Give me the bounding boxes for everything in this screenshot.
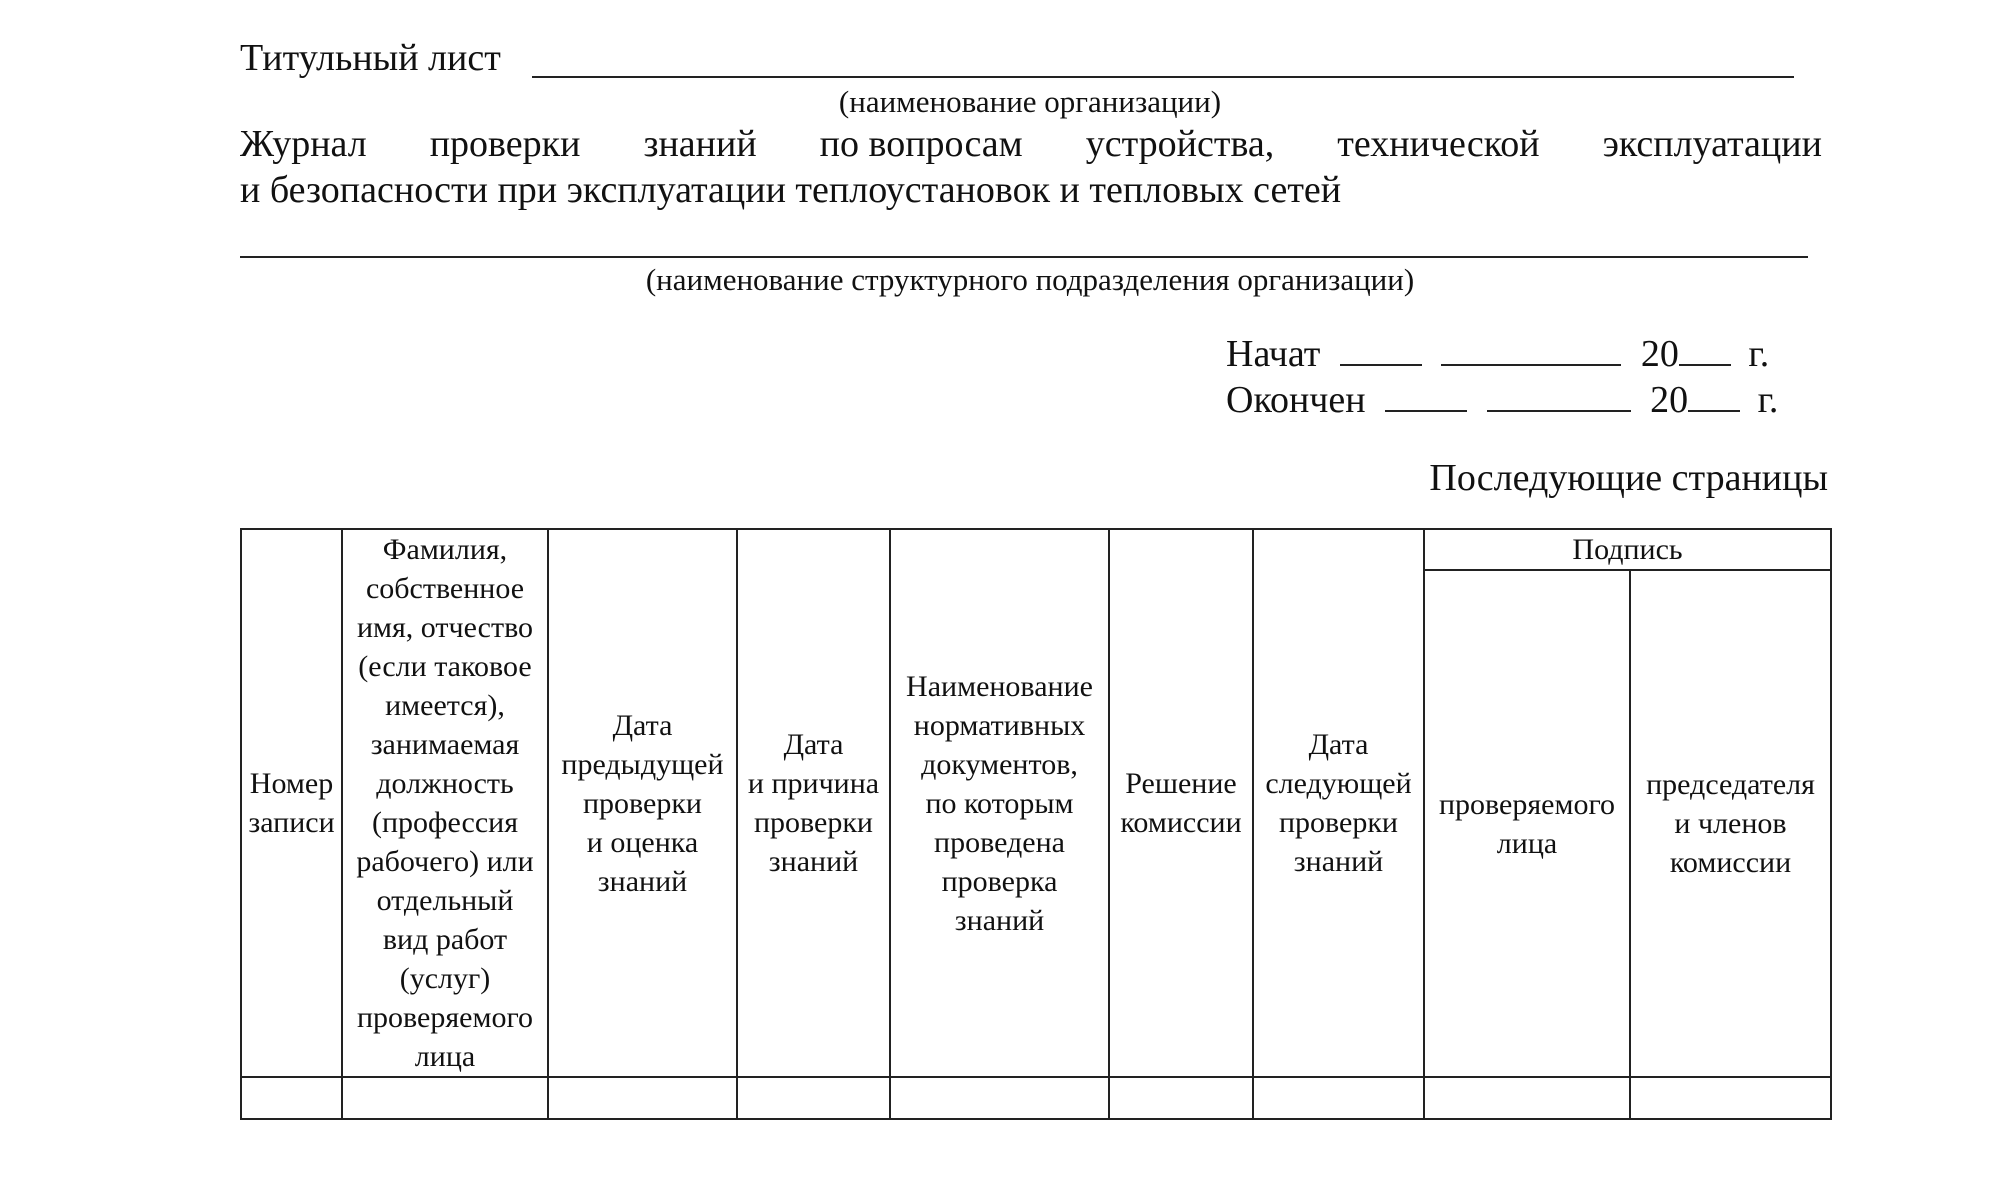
table-cell[interactable]	[737, 1077, 890, 1119]
column-header-next-check: Дата следующей проверки знаний	[1253, 529, 1424, 1077]
ended-label: Окончен	[1226, 379, 1366, 421]
journal-word: Журнал	[240, 123, 367, 165]
division-caption: (наименование структурного подразделения организации)	[645, 262, 1415, 297]
column-header-signature-commission: председателя и членов комиссии	[1630, 570, 1831, 1077]
table-cell[interactable]	[1424, 1077, 1630, 1119]
column-header-signature-checked-person: проверяемого лица	[1424, 570, 1630, 1077]
journal-word: технической	[1337, 123, 1540, 165]
knowledge-check-journal-table	[240, 528, 1832, 1120]
ended-month-blank[interactable]	[1487, 380, 1631, 412]
started-year-suffix: г.	[1748, 333, 1770, 375]
ended-day-blank[interactable]	[1385, 380, 1467, 412]
journal-word: устройства,	[1085, 123, 1275, 165]
table-row	[241, 1077, 1831, 1119]
table-cell[interactable]	[1253, 1077, 1424, 1119]
ended-date-row	[1226, 378, 1778, 422]
journal-word: знаний	[643, 123, 757, 165]
organization-name-line[interactable]	[532, 76, 1794, 78]
column-header-record-number: Номер записи	[241, 529, 342, 1077]
started-day-blank[interactable]	[1340, 334, 1422, 366]
title-page-label: Титульный лист	[240, 37, 501, 79]
column-header-previous-check: Дата предыдущей проверки и оценка знаний	[548, 529, 737, 1077]
started-label: Начат	[1226, 333, 1321, 375]
column-header-check-date-reason: Дата и причина проверки знаний	[737, 529, 890, 1077]
started-month-blank[interactable]	[1441, 334, 1621, 366]
ended-year-blank[interactable]	[1688, 380, 1740, 412]
journal-title-line-1	[240, 122, 1822, 166]
started-year-blank[interactable]	[1679, 334, 1731, 366]
started-year-prefix: 20	[1640, 333, 1679, 375]
table-cell[interactable]	[890, 1077, 1109, 1119]
journal-title-line-2: и безопасности при эксплуатации теплоустановок и тепловых сетей	[240, 169, 1342, 211]
division-name-line[interactable]	[240, 256, 1808, 258]
next-pages-label: Последующие страницы	[1429, 457, 1828, 499]
ended-year-prefix: 20	[1650, 379, 1689, 421]
column-header-signature-group: Подпись	[1424, 529, 1831, 570]
organization-caption: (наименование организации)	[838, 84, 1222, 119]
table-cell[interactable]	[342, 1077, 548, 1119]
journal-word: эксплуатации	[1602, 123, 1822, 165]
journal-word: проверки	[429, 123, 581, 165]
table-cell[interactable]	[1630, 1077, 1831, 1119]
column-header-normative-documents: Наименование нормативных документов, по которым проведена проверка знаний	[890, 529, 1109, 1077]
column-header-person: Фамилия, собственное имя, отчество (если таковое имеется), занимаемая должность (профессия рабочего) или отдельный вид работ (услуг) проверяемого лица	[342, 529, 548, 1077]
column-header-commission-decision: Решение комиссии	[1109, 529, 1253, 1077]
table-cell[interactable]	[1109, 1077, 1253, 1119]
journal-word: по вопросам	[819, 123, 1023, 165]
table-cell[interactable]	[241, 1077, 342, 1119]
table-cell[interactable]	[548, 1077, 737, 1119]
ended-year-suffix: г.	[1757, 379, 1779, 421]
started-date-row	[1226, 332, 1769, 376]
